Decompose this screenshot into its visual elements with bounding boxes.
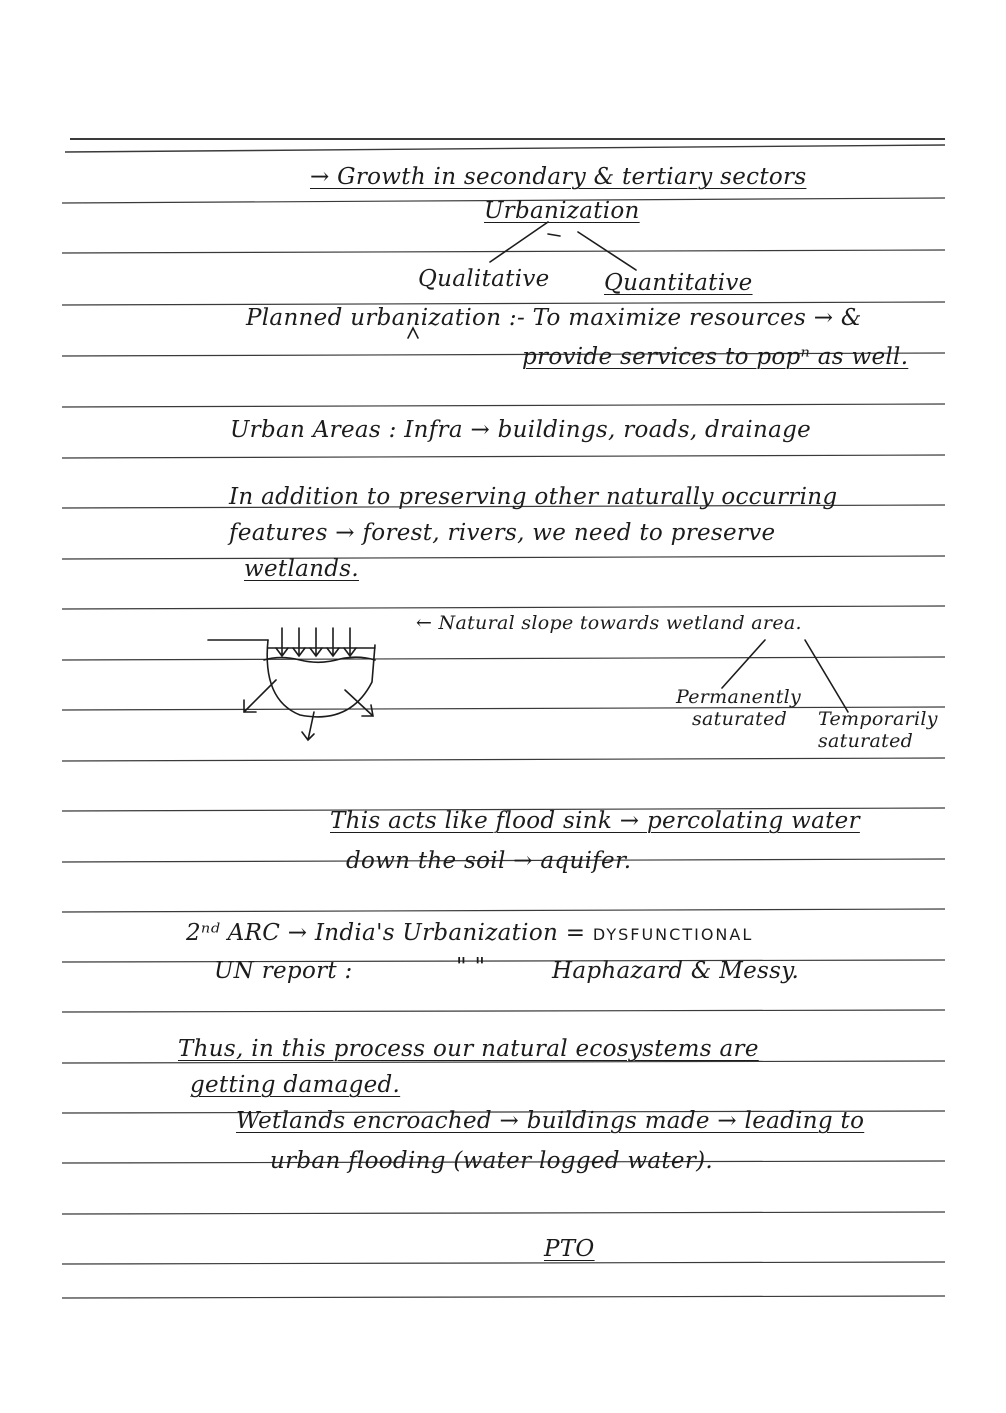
note-preserve-1: In addition to preserving other naturally occurring bbox=[229, 484, 838, 510]
note-quantitative: Quantitative bbox=[604, 270, 753, 296]
note-flood-sink-1: This acts like flood sink → percolating water bbox=[330, 808, 860, 834]
note-planned-urbanization-1: Planned urbanization :- To maximize resources → & bbox=[246, 305, 862, 331]
note-temporarily-saturated: saturated bbox=[818, 730, 914, 752]
note-arc-text: 2ⁿᵈ ARC → India's Urbanization = bbox=[186, 920, 586, 946]
note-natural-slope: ← Natural slope towards wetland area. bbox=[416, 612, 802, 634]
note-thus-4: urban flooding (water logged water). bbox=[270, 1148, 714, 1174]
note-flood-sink-2: down the soil → aquifer. bbox=[346, 848, 632, 874]
note-qualitative: Qualitative bbox=[418, 266, 550, 292]
note-preserve-3: wetlands. bbox=[244, 556, 359, 582]
note-temporarily: Temporarily bbox=[818, 708, 938, 730]
note-thus-3: Wetlands encroached → buildings made → leading to bbox=[236, 1108, 865, 1134]
note-growth-sectors: → Growth in secondary & tertiary sectors bbox=[310, 164, 807, 190]
note-thus-1: Thus, in this process our natural ecosystems are bbox=[178, 1036, 759, 1062]
note-haphazard-messy: Haphazard & Messy. bbox=[552, 958, 800, 984]
note-permanently: Permanently bbox=[676, 686, 802, 708]
note-pto: PTO bbox=[544, 1236, 595, 1262]
note-planned-urbanization-2: provide services to popⁿ as well. bbox=[522, 344, 909, 370]
note-urban-areas: Urban Areas : Infra → buildings, roads, drainage bbox=[230, 417, 812, 443]
note-ditto-marks: " " bbox=[456, 954, 486, 980]
note-dysfunctional: DYSFUNCTIONAL bbox=[592, 925, 754, 944]
note-urbanization-heading: Urbanization bbox=[484, 198, 640, 224]
note-preserve-2: features → forest, rivers, we need to preserve bbox=[229, 520, 776, 546]
note-arc-report-1 bbox=[186, 920, 753, 946]
note-un-report: UN report : bbox=[214, 958, 353, 984]
note-thus-2: getting damaged. bbox=[190, 1072, 401, 1098]
note-permanently-saturated: saturated bbox=[692, 708, 788, 730]
